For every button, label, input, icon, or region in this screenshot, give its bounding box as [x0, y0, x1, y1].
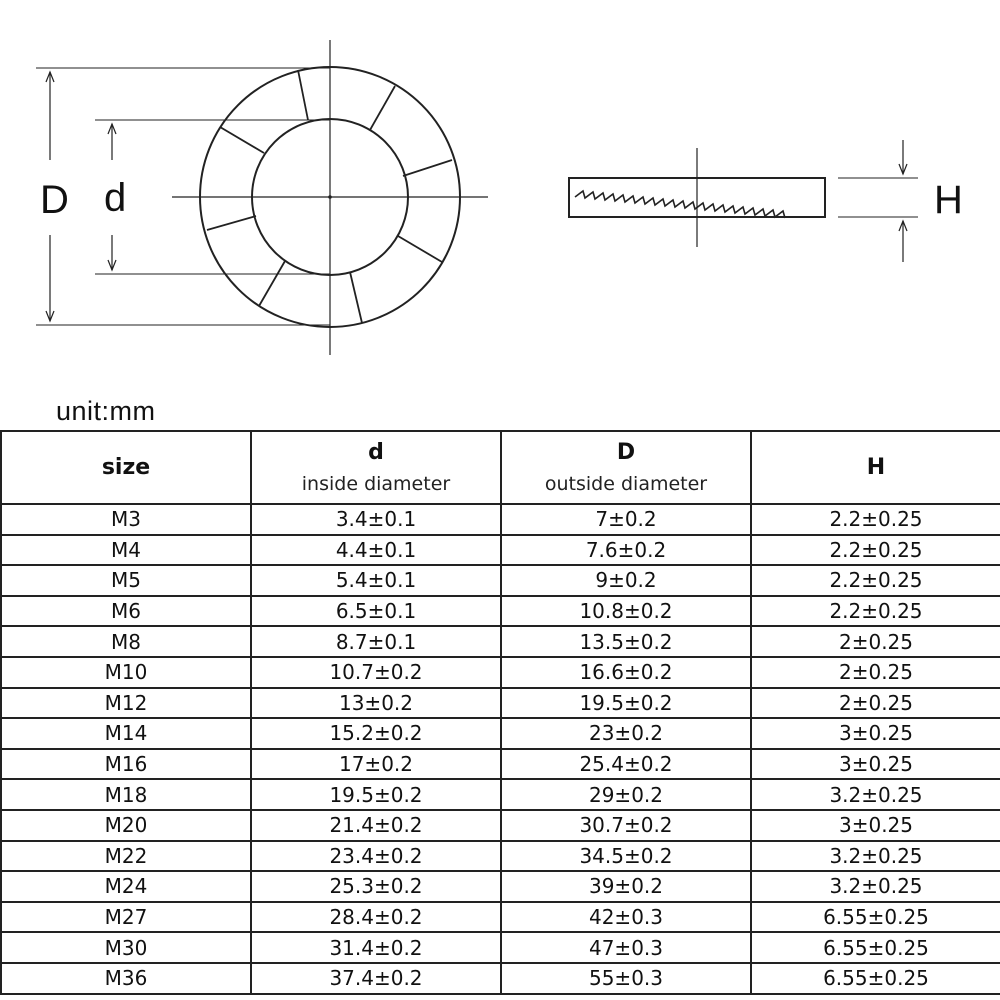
outside-diameter-cell: 13.5±0.2 — [501, 626, 751, 657]
serration-profile — [575, 191, 785, 218]
thickness-cell: 2.2±0.25 — [751, 535, 1000, 566]
thickness-cell: 2±0.25 — [751, 626, 1000, 657]
outside-diameter-cell: 10.8±0.2 — [501, 596, 751, 627]
table-row — [1, 810, 1000, 841]
table-row — [1, 902, 1000, 933]
inside-diameter-cell: 10.7±0.2 — [251, 657, 501, 688]
table-header-row — [1, 431, 1000, 504]
table-row — [1, 657, 1000, 688]
outside-diameter-cell: 29±0.2 — [501, 779, 751, 810]
size-cell: M16 — [1, 749, 251, 780]
thickness-cell: 3.2±0.25 — [751, 871, 1000, 902]
size-cell: M14 — [1, 718, 251, 749]
size-cell: M10 — [1, 657, 251, 688]
inside-diameter-cell: 37.4±0.2 — [251, 963, 501, 994]
table-row — [1, 718, 1000, 749]
size-cell: M18 — [1, 779, 251, 810]
table-row — [1, 626, 1000, 657]
table-row — [1, 932, 1000, 963]
inside-diameter-cell: 4.4±0.1 — [251, 535, 501, 566]
table-row — [1, 565, 1000, 596]
outside-diameter-cell: 7.6±0.2 — [501, 535, 751, 566]
unit-label: unit:mm — [56, 396, 156, 426]
table-row — [1, 596, 1000, 627]
header-outside-diameter — [501, 431, 751, 504]
table-row — [1, 749, 1000, 780]
label-d: d — [104, 176, 127, 220]
header-D-sublabel: outside diameter — [544, 473, 708, 495]
outside-diameter-cell: 30.7±0.2 — [501, 810, 751, 841]
inside-diameter-cell: 6.5±0.1 — [251, 596, 501, 627]
header-d-label: d — [368, 440, 384, 465]
thickness-cell: 3±0.25 — [751, 810, 1000, 841]
label-H: H — [934, 178, 963, 222]
inside-diameter-cell: 17±0.2 — [251, 749, 501, 780]
size-cell: M8 — [1, 626, 251, 657]
outside-diameter-cell: 55±0.3 — [501, 963, 751, 994]
size-cell: M5 — [1, 565, 251, 596]
outside-diameter-cell: 9±0.2 — [501, 565, 751, 596]
thickness-cell: 2±0.25 — [751, 688, 1000, 719]
size-cell: M22 — [1, 841, 251, 872]
thickness-cell: 2.2±0.25 — [751, 596, 1000, 627]
washer-technical-drawing — [0, 0, 1000, 400]
header-d-sublabel: inside diameter — [301, 473, 451, 495]
thickness-cell: 2±0.25 — [751, 657, 1000, 688]
header-inside-diameter — [251, 431, 501, 504]
dimension-line-H — [899, 140, 907, 262]
size-cell: M20 — [1, 810, 251, 841]
inside-diameter-cell: 3.4±0.1 — [251, 504, 501, 535]
table-row — [1, 841, 1000, 872]
inside-diameter-cell: 5.4±0.1 — [251, 565, 501, 596]
inside-diameter-cell: 15.2±0.2 — [251, 718, 501, 749]
thickness-cell: 6.55±0.25 — [751, 963, 1000, 994]
header-size-label: size — [101, 455, 151, 480]
label-D: D — [40, 178, 69, 222]
size-cell: M27 — [1, 902, 251, 933]
table-row — [1, 871, 1000, 902]
table-row — [1, 688, 1000, 719]
header-H-label: H — [866, 455, 886, 480]
inside-diameter-cell: 28.4±0.2 — [251, 902, 501, 933]
size-cell: M30 — [1, 932, 251, 963]
table-row — [1, 963, 1000, 994]
size-cell: M3 — [1, 504, 251, 535]
thickness-cell: 6.55±0.25 — [751, 902, 1000, 933]
thickness-cell: 2.2±0.25 — [751, 504, 1000, 535]
thickness-cell: 3.2±0.25 — [751, 841, 1000, 872]
inside-diameter-cell: 23.4±0.2 — [251, 841, 501, 872]
outside-diameter-cell: 39±0.2 — [501, 871, 751, 902]
outside-diameter-cell: 42±0.3 — [501, 902, 751, 933]
size-cell: M12 — [1, 688, 251, 719]
outside-diameter-cell: 23±0.2 — [501, 718, 751, 749]
outside-diameter-cell: 47±0.3 — [501, 932, 751, 963]
thickness-cell: 3.2±0.25 — [751, 779, 1000, 810]
header-thickness — [751, 431, 1000, 504]
header-size — [1, 431, 251, 504]
size-cell: M6 — [1, 596, 251, 627]
inside-diameter-cell: 13±0.2 — [251, 688, 501, 719]
outside-diameter-cell: 19.5±0.2 — [501, 688, 751, 719]
header-D-label: D — [616, 440, 636, 465]
table-row — [1, 504, 1000, 535]
thickness-cell: 2.2±0.25 — [751, 565, 1000, 596]
table-row — [1, 535, 1000, 566]
size-cell: M4 — [1, 535, 251, 566]
outside-diameter-cell: 16.6±0.2 — [501, 657, 751, 688]
inside-diameter-cell: 25.3±0.2 — [251, 871, 501, 902]
outside-diameter-cell: 34.5±0.2 — [501, 841, 751, 872]
washer-spec-table — [0, 430, 1000, 995]
inside-diameter-cell: 31.4±0.2 — [251, 932, 501, 963]
size-cell: M36 — [1, 963, 251, 994]
inside-diameter-cell: 8.7±0.1 — [251, 626, 501, 657]
inside-diameter-cell: 19.5±0.2 — [251, 779, 501, 810]
thickness-cell: 3±0.25 — [751, 749, 1000, 780]
inside-diameter-cell: 21.4±0.2 — [251, 810, 501, 841]
thickness-cell: 3±0.25 — [751, 718, 1000, 749]
outside-diameter-cell: 25.4±0.2 — [501, 749, 751, 780]
outside-diameter-cell: 7±0.2 — [501, 504, 751, 535]
size-cell: M24 — [1, 871, 251, 902]
thickness-cell: 6.55±0.25 — [751, 932, 1000, 963]
table-row — [1, 779, 1000, 810]
